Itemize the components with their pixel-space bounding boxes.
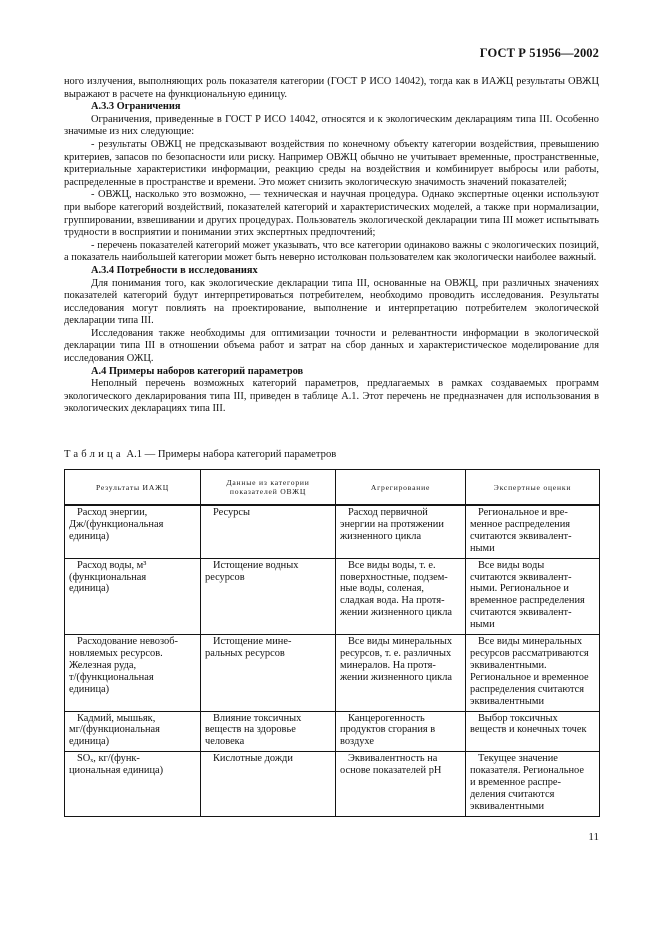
cell-line: Выбор токсичных bbox=[478, 712, 558, 724]
cell-line: деления считаются bbox=[470, 788, 555, 800]
section-heading-a4: А.4 Примеры наборов категорий параметров bbox=[91, 365, 304, 377]
lca-result-cell bbox=[65, 558, 201, 634]
table-row bbox=[65, 752, 600, 817]
cell-line: Влияние токсичных bbox=[213, 712, 302, 724]
table-row bbox=[65, 558, 600, 634]
cell-line: единица) bbox=[69, 530, 110, 542]
cell-line: Дж/(функциональная bbox=[69, 518, 164, 530]
cell-line: Ресурсы bbox=[213, 507, 250, 518]
aggregation-cell bbox=[336, 558, 466, 634]
cell-line: человека bbox=[205, 736, 245, 748]
table-caption-word: Таблица bbox=[64, 449, 124, 460]
indicator-category-cell bbox=[201, 505, 336, 558]
aggregation-cell bbox=[336, 635, 466, 711]
expert-assessment-cell bbox=[466, 505, 600, 558]
cell-line: Железная руда, bbox=[69, 659, 137, 671]
column-header: Агрегирование bbox=[336, 470, 466, 506]
cell-line: менное распределения bbox=[470, 518, 571, 530]
cell-line: эквивалентными bbox=[470, 695, 545, 707]
table-header-row bbox=[65, 470, 600, 506]
cell-line: Истощение водных bbox=[213, 559, 299, 571]
cell-line: мг/(функциональная bbox=[69, 724, 160, 736]
cell-line: Истощение мине- bbox=[213, 636, 292, 648]
cell-line: Канцерогенность bbox=[348, 712, 425, 724]
table-row bbox=[65, 635, 600, 711]
paragraph: Для понимания того, как экологические декларации типа III, основанные на ОВЖЦ, при различных значениях показателей категорий будут интерпретироваться потребителем, необходимо проводить исследования. Результаты исследования могут повлиять на проектирование, выполнение и интерпретацию потребителем экологической декларации типа III. bbox=[64, 277, 599, 327]
cell-line: эквивалентными. bbox=[470, 659, 547, 671]
cell-line: новляемых ресурсов. bbox=[69, 647, 163, 659]
cell-line: Все виды воды, т. е. bbox=[348, 559, 436, 571]
cell-line: считаются эквивалент- bbox=[470, 530, 572, 542]
paragraph: Исследования также необходимы для оптимизации точности и релевантности информации в экологической декларации типа III в отношении объема работ и затрат на сбор данных и характеристическое моделирование для исследования ОЖЦ. bbox=[64, 327, 599, 365]
cell-line: минералов. На протя- bbox=[340, 659, 436, 671]
lca-result-cell bbox=[65, 635, 201, 711]
cell-line: единица) bbox=[69, 583, 110, 595]
column-header: Результаты ИАЖЦ bbox=[65, 470, 201, 506]
column-header: Экспертные оценки bbox=[466, 470, 600, 506]
cell-line: т/(функциональная bbox=[69, 671, 154, 683]
column-header: Данные из категории показателей ОВЖЦ bbox=[201, 470, 336, 506]
cell-line: жении жизненного цикла bbox=[340, 671, 453, 683]
aggregation-cell bbox=[336, 505, 466, 558]
cell-line: веществ на здоровье bbox=[205, 724, 296, 736]
cell-line: жизненного цикла bbox=[340, 530, 422, 542]
parameters-table bbox=[64, 469, 600, 817]
cell-line: временное распределения bbox=[470, 595, 585, 607]
table-row bbox=[65, 711, 600, 752]
aggregation-cell bbox=[336, 752, 466, 817]
cell-line: Региональное и вре- bbox=[478, 507, 568, 518]
indicator-category-cell bbox=[201, 711, 336, 752]
table-row bbox=[65, 505, 600, 558]
expert-assessment-cell bbox=[466, 635, 600, 711]
indicator-category-cell bbox=[201, 635, 336, 711]
lca-result-cell bbox=[65, 752, 201, 817]
expert-assessment-cell bbox=[466, 752, 600, 817]
cell-line: считаются эквивалент- bbox=[470, 607, 572, 619]
cell-line: Эквивалентность на bbox=[348, 753, 438, 765]
cell-line: поверхностные, подзем- bbox=[340, 571, 448, 583]
cell-line: Текущее значение bbox=[478, 753, 558, 765]
cell-line: Расходование невозоб- bbox=[77, 636, 178, 648]
paragraph: Неполный перечень возможных категорий параметров, предлагаемых в рамках создаваемых программ экологического декларирования типа III, приведен в таблице А.1. Этот перечень не предназначен для использования в экологических декларациях типа III. bbox=[64, 378, 599, 415]
paragraph: - перечень показателей категорий может указывать, что все категории одинаково важны с экологических позиций, а показатель наибольшей категории может быть неверно истолкован пользователем как экологически наиболее важный. bbox=[64, 239, 599, 264]
cell-line: ными bbox=[470, 619, 495, 631]
paragraph: - результаты ОВЖЦ не предсказывают воздействия по конечному объекту категории воздействия, превышению критериев, запасов по безопасности или риску. Например ОВЖЦ обычно не учитывает временные, пространственные, критериальные характеристики информации, реакцию среды на воздействия и комбинирует выбросы или работы, распределенные в пространстве и времени. Это может снизить экологическую значимость значений показателей; bbox=[64, 138, 599, 188]
cell-line: и временное распре- bbox=[470, 777, 561, 789]
cell-line: продуктов сгорания в bbox=[340, 724, 436, 736]
cell-line: Кислотные дожди bbox=[213, 753, 293, 765]
cell-line: Расход первичной bbox=[348, 507, 428, 518]
cell-line: эквивалентными bbox=[470, 800, 545, 812]
table-body bbox=[65, 505, 600, 816]
cell-line: единица) bbox=[69, 736, 110, 748]
cell-line: показателя. Региональное bbox=[470, 765, 584, 777]
table-caption-text: А.1 — Примеры набора категорий параметров bbox=[126, 449, 337, 460]
cell-line: считаются эквивалент- bbox=[470, 571, 572, 583]
cell-line: единица) bbox=[69, 683, 110, 695]
cell-line: жении жизненного цикла bbox=[340, 607, 453, 619]
cell-line: ральных ресурсов bbox=[205, 647, 285, 659]
cell-line: сладкая вода. На протя- bbox=[340, 595, 445, 607]
cell-line: (функциональная bbox=[69, 571, 147, 583]
cell-line: энергии на протяжении bbox=[340, 518, 444, 530]
cell-line: ресурсов рассматриваются bbox=[470, 647, 589, 659]
cell-line: веществ и конечных точек bbox=[470, 724, 587, 736]
indicator-category-cell bbox=[201, 752, 336, 817]
expert-assessment-cell bbox=[466, 558, 600, 634]
cell-line: ресурсов, т. е. различных bbox=[340, 647, 452, 659]
table-caption bbox=[64, 449, 599, 462]
cell-line: Расход воды, м³ bbox=[77, 559, 147, 571]
cell-line: Расход энергии, bbox=[77, 507, 148, 518]
cell-line: Региональное и временное bbox=[470, 671, 589, 683]
cell-line: воздухе bbox=[340, 736, 374, 748]
paragraph: - ОВЖЦ, насколько это возможно, — техническая и научная процедура. Однако экспертные оценки используют при выборе категорий воздействий, показателей категорий и характеристических моделей, а также при нормализации, группировании, взвешивании и других процедурах. Пользователь экологической декларации типа III может испытывать трудности в восприятии и понимании этих экспертных предпочтений; bbox=[64, 189, 599, 239]
cell-line: Все виды воды bbox=[478, 559, 545, 571]
cell-line: ресурсов bbox=[205, 571, 245, 583]
cell-line: ными bbox=[470, 542, 495, 554]
lca-result-cell bbox=[65, 711, 201, 752]
document-code: ГОСТ Р 51956—2002 bbox=[479, 46, 599, 60]
cell-line: SOₓ, кг/(функ- bbox=[77, 753, 140, 765]
cell-line: Все виды минеральных bbox=[478, 636, 583, 648]
paragraph: ного излучения, выполняющих роль показателя категории (ГОСТ Р ИСО 14042), тогда как в ИАЖЦ результаты ОВЖЦ выражают в расчете на функциональную единицу. bbox=[64, 76, 599, 100]
cell-line: циональная единица) bbox=[69, 765, 164, 777]
lca-result-cell bbox=[65, 505, 201, 558]
aggregation-cell bbox=[336, 711, 466, 752]
section-heading-a33: А.3.3 Ограничения bbox=[91, 101, 181, 113]
cell-line: Кадмий, мышьяк, bbox=[77, 712, 156, 724]
body-text bbox=[64, 76, 599, 416]
cell-line: распределения считаются bbox=[470, 683, 584, 695]
indicator-category-cell bbox=[201, 558, 336, 634]
cell-line: ными. Региональное и bbox=[470, 583, 569, 595]
expert-assessment-cell bbox=[466, 711, 600, 752]
cell-line: ные воды, соленая, bbox=[340, 583, 424, 595]
page-number: 11 bbox=[588, 831, 599, 843]
cell-line: основе показателей pH bbox=[340, 765, 442, 777]
cell-line: Все виды минеральных bbox=[348, 636, 453, 648]
section-heading-a34: А.3.4 Потребности в исследованиях bbox=[91, 264, 258, 276]
paragraph: Ограничения, приведенные в ГОСТ Р ИСО 14042, относятся и к экологическим декларациям типа III. Особенно значимые из них следующие: bbox=[64, 113, 599, 138]
